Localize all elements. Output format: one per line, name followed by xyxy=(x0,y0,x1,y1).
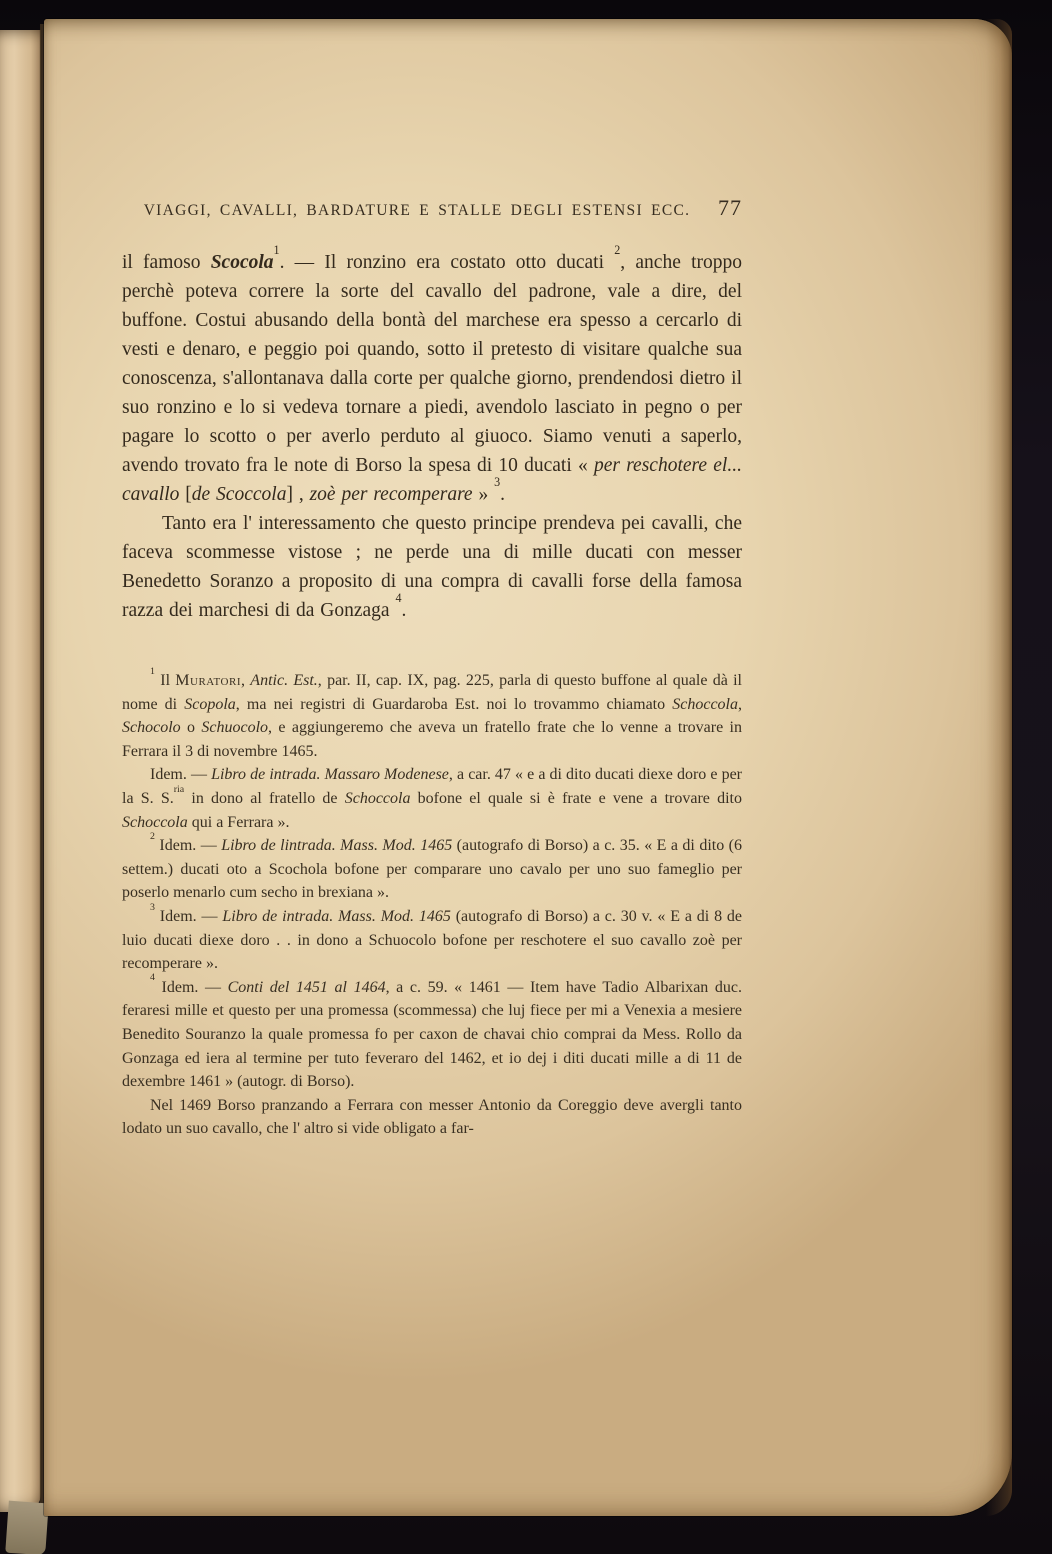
page-content xyxy=(122,19,742,1141)
book-page xyxy=(44,19,1012,1516)
body-text xyxy=(122,243,742,625)
footnote: $^4$ Idem. — Conti del 1451 al 1464, a c. 59. « 1461 — Item have Tadio Albarixan duc. feraresi mille et questo per una promessa (scommessa) che luj fiece per mi a Venexia a mesiere Benedito Souranzo la quale promessa fo per caxon de chavai chio comprai da Mess. Rollo da Gonzaga ed iera al termine per tuto feveraro del 1462, et io dej i diti ducati mille a di 11 de dexembre 1461 » (autogr. di Borso). xyxy=(122,972,742,1091)
page-right-edge xyxy=(986,19,1012,1516)
footnote: Nel 1469 Borso pranzando a Ferrara con messer Antonio da Coreggio deve avergli tanto lodato un suo cavallo, che l' altro si vide obligato a far- xyxy=(122,1096,742,1138)
running-header-title: VIAGGI, CAVALLI, BARDATURE E STALLE DEGLI ESTENSI ECC. xyxy=(143,202,691,219)
page-number: 77 xyxy=(718,195,742,220)
footnote: $^2$ Idem. — Libro de lintrada. Mass. Mod. 1465 (autografo di Borso) a c. 35. « E a di dito (6 settem.) ducati oto a Scochola bofone per comparare uno cavalo per uno suo fameglio per poserlo menarlo cum secho in brexiana ». xyxy=(122,830,743,902)
body-paragraph: Tanto era l' interessamento che questo principe prendeva pei cavalli, che faceva scommesse vistose ; ne perde una di mille ducati con messer Benedetto Soranzo a proposito di una compra di cavalli forse della famosa razza dei marchesi di da Gonzaga $^4$. xyxy=(122,513,742,621)
page-corner-fragment xyxy=(5,1501,49,1554)
footnotes-block xyxy=(122,665,743,1141)
footnote: $^3$ Idem. — Libro de intrada. Mass. Mod. 1465 (autografo di Borso) a c. 30 v. « E a di 8 de luio ducati diexe doro . . in dono a Schuocolo bofone per reschotere el suo cavallo zoè per recomperare ». xyxy=(122,901,743,973)
facing-page-edge xyxy=(0,30,41,1512)
running-header xyxy=(122,195,742,221)
body-paragraph: il famoso Scocola$^1$. — Il ronzino era costato otto ducati $^2$, anche troppo perchè poteva correre la sorte del cavallo del padrone, vale a dire, del buffone. Costui abusando della bontà del marchese era spesso a cercarlo di vesti e denaro, e peggio poi quando, sotto il pretesto di visitare qualche sua conoscenza, s'allontanava dalla corte per qualche giorno, prendendosi dietro il suo ronzino e lo si vedeva tornare a piedi, avendolo lasciato in pegno o per pagare lo scotto o per averlo perduto al giuoco. Siamo venuti a saperlo, avendo trovato fra le note di Borso la spesa di 10 ducati « per reschotere el... cavallo [de Scoccola] , zoè per recomperare » $^3$. xyxy=(122,243,742,505)
footnote: Idem. — Libro de intrada. Massaro Modenese, a car. 47 « e a di dito ducati diexe doro e per la S. S.$^{ria}$ in dono al fratello de Schoccola bofone el quale si è frate e vene a trovare dito Schoccola qui a Ferrara ». xyxy=(122,766,743,831)
footnote: $^1$ Il Muratori, Antic. Est., par. II, cap. IX, pag. 225, parla di questo buffone al quale dà il nome di Scopola, ma nei registri di Guardaroba Est. noi lo trovammo chiamato Schoccola, Schocolo o Schuocolo, e aggiungeremo che aveva un fratello frate che lo venne a trovare in Ferrara il 3 di novembre 1465. xyxy=(122,665,743,760)
